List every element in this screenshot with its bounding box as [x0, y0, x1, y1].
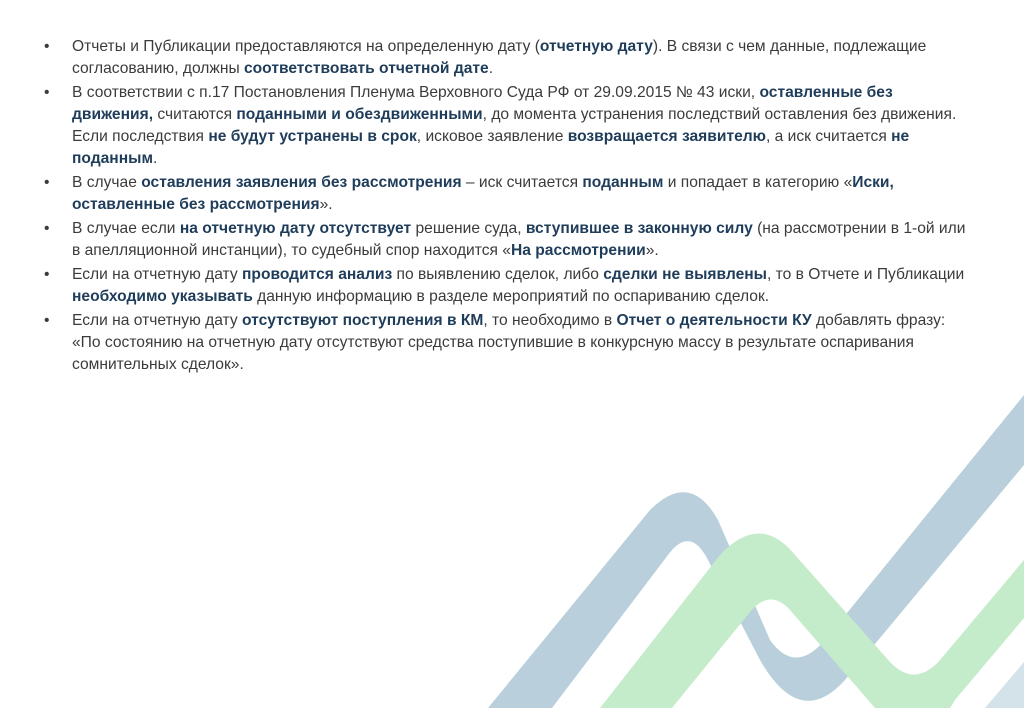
bold-text: Отчет о деятельности КУ — [616, 312, 812, 329]
text: В случае если — [72, 220, 180, 237]
text: ). В связи с чем данные, подлежащие согласованию, должны — [72, 38, 927, 77]
bold-text: не поданным — [72, 128, 910, 167]
text: и попадает в категорию « — [663, 174, 853, 191]
text: . — [153, 150, 158, 167]
text: В соответствии с п.17 Постановления Пленума Верховного Суда РФ от 29.09.2015 № 43 иски, — [72, 84, 760, 101]
text: , то в Отчете и Публикации — [767, 266, 965, 283]
bold-text: не будут устранены в срок — [208, 128, 417, 145]
bold-text: На рассмотрении — [510, 242, 646, 259]
text: ». — [645, 242, 659, 259]
bullet-list-container — [44, 36, 974, 378]
text: данную информацию в разделе мероприятий по оспариванию сделок. — [252, 288, 770, 305]
blue-stripe-tail — [985, 662, 1024, 708]
text: . — [488, 60, 494, 77]
text: Отчеты и Публикации предоставляются на определенную дату ( — [72, 38, 540, 55]
bold-text: возвращается заявителю — [567, 128, 766, 145]
bold-text: отсутствуют поступления в КМ — [242, 312, 484, 329]
text: – иск считается — [461, 174, 583, 191]
text: Если на отчетную дату — [72, 312, 242, 329]
text: , а иск считается — [765, 128, 892, 145]
bold-text: на отчетную дату отсутствует — [179, 220, 412, 237]
bold-text: оставления заявления без рассмотрения — [141, 174, 462, 191]
text: (на рассмотрении в 1-ой или в апелляционной инстанции), то судебный спор находится « — [72, 220, 966, 259]
bold-text: сделки не выявлены — [603, 266, 767, 283]
text: , до момента устранения последствий оставления без движения. Если последствия — [72, 106, 957, 145]
bullet-item — [44, 172, 974, 216]
text: Если на отчетную дату — [72, 266, 242, 283]
text: по выявлению сделок, либо — [392, 266, 604, 283]
text: , исковое заявление — [416, 128, 568, 145]
bullet-item — [44, 310, 974, 376]
bold-text: Иски, оставленные без рассмотрения — [72, 174, 894, 213]
bullet-item — [44, 218, 974, 262]
bold-text: проводится анализ — [242, 266, 393, 283]
bold-text: оставленные без движения, — [72, 84, 893, 123]
bold-text: соответствовать отчетной дате — [243, 60, 489, 77]
bold-text: поданным — [582, 174, 664, 191]
bullet-list — [44, 36, 974, 376]
bold-text: вступившее в законную силу — [525, 220, 753, 237]
text: , то необходимо в — [483, 312, 617, 329]
bold-text: отчетную дату — [539, 38, 653, 55]
text: В случае — [72, 174, 142, 191]
text: ». — [319, 196, 333, 213]
bold-text: необходимо указывать — [72, 288, 253, 305]
text: решение суда, — [411, 220, 526, 237]
bullet-item — [44, 264, 974, 308]
bullet-item — [44, 36, 974, 80]
bullet-item — [44, 82, 974, 170]
text: считаются — [153, 106, 237, 123]
bold-text: поданными и обездвиженными — [236, 106, 483, 123]
text: добавлять фразу: «По состоянию на отчетную дату отсутствуют средства поступившие в конкурсную массу в результате оспаривания сомнительных сделок». — [72, 312, 946, 373]
